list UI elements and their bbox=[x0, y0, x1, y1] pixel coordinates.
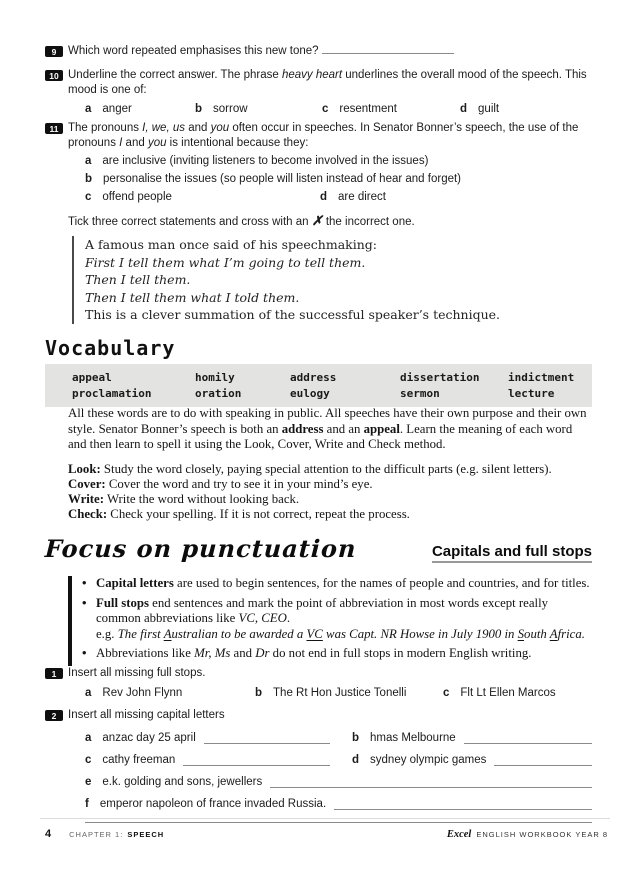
answer-line[interactable] bbox=[183, 765, 330, 766]
item-b[interactable]: b The Rt Hon Justice Tonelli bbox=[255, 687, 407, 699]
instruction-text: Tick three correct statements and cross with an ✗ the incorrect one. bbox=[68, 213, 415, 228]
question-number-badge: 1 bbox=[45, 668, 63, 679]
question-text: The pronouns I, we, us and you often occur in speeches. In Senator Bonner’s speech, the use of the pronouns I and you is intentional because they: bbox=[68, 122, 579, 149]
example-sentence: e.g. The first Australian to be awarded a VC was Capt. NR Howse in July 1900 in South Africa. bbox=[96, 626, 585, 641]
question-text: Underline the correct answer. The phrase heavy heart underlines the overall mood of the speech. This mood is one of: bbox=[68, 69, 587, 96]
page-footer bbox=[40, 818, 610, 840]
word-bank-word: proclamation bbox=[72, 387, 152, 400]
question-number-badge: 11 bbox=[45, 123, 63, 134]
bullet-icon: • bbox=[82, 595, 87, 610]
page-number: 4 bbox=[45, 828, 52, 840]
word-bank-word: lecture bbox=[508, 387, 555, 400]
option-b[interactable]: b personalise the issues (so people will listen instead of hear and forget) bbox=[85, 173, 462, 185]
answer-line[interactable] bbox=[270, 787, 592, 788]
question-11 bbox=[45, 121, 592, 230]
quote-line: Then I tell them. bbox=[85, 272, 191, 287]
rule-full-stops: • Full stops end sentences and mark the point of abbreviation in most words except really common abbreviations like VC, CEO. e.g. The first Australian to be awarded a VC was Capt. NR Howse in July 1900 in South Africa. bbox=[82, 595, 585, 641]
answer-line[interactable] bbox=[464, 743, 592, 744]
bullet-icon: • bbox=[82, 576, 87, 590]
vocabulary-paragraph: All these words are to do with speaking in public. All speeches have their own purpose and their own style. Senator Bonner’s speech is both an address and an appeal. Learn the meaning of each word and then learn to spell it using the Look, Cover, Write and Check method. bbox=[68, 406, 587, 451]
quote-line: First I tell them what I’m going to tell them. bbox=[85, 254, 366, 270]
item-b: b hmas Melbourne bbox=[352, 731, 592, 746]
exercise-2 bbox=[45, 708, 592, 823]
word-bank bbox=[45, 364, 592, 407]
method-line-check: Check: Check your spelling. If it is not correct, repeat the process. bbox=[68, 507, 410, 522]
item-a[interactable]: a Rev John Flynn bbox=[85, 687, 183, 699]
option-b[interactable]: b sorrow bbox=[195, 103, 248, 115]
option-c[interactable]: c offend people bbox=[85, 191, 172, 203]
item-c[interactable]: c Flt Lt Ellen Marcos bbox=[443, 687, 556, 699]
item-a: a anzac day 25 april bbox=[85, 731, 352, 746]
option-a[interactable]: a are inclusive (inviting listeners to become involved in the issues) bbox=[85, 155, 429, 167]
item-row bbox=[68, 731, 592, 746]
answer-line[interactable] bbox=[204, 743, 330, 744]
question-text: Insert all missing capital letters bbox=[68, 709, 225, 721]
capitals-full-stops-subheading: Capitals and full stops bbox=[432, 543, 592, 563]
question-text: Insert all missing full stops. bbox=[68, 667, 206, 679]
speechmaking-quote bbox=[72, 236, 592, 324]
item-c: c cathy freeman bbox=[85, 753, 352, 768]
word-bank-word: eulogy bbox=[290, 387, 330, 400]
method-line-write: Write: Write the word without looking back. bbox=[68, 492, 300, 507]
method-line-cover: Cover: Cover the word and try to see it in your mind’s eye. bbox=[68, 477, 373, 492]
item-d: d sydney olympic games bbox=[352, 753, 592, 768]
item-row bbox=[68, 753, 592, 768]
option-d[interactable]: d guilt bbox=[460, 103, 500, 115]
question-number-badge: 2 bbox=[45, 710, 63, 721]
answer-line[interactable] bbox=[334, 809, 592, 810]
quote-intro: A famous man once said of his speechmaking: bbox=[85, 237, 377, 252]
chapter-title: SPEECH bbox=[127, 830, 165, 839]
question-text: Which word repeated emphasises this new tone? bbox=[68, 45, 319, 57]
cross-icon: ✗ bbox=[311, 213, 323, 228]
word-bank-word: sermon bbox=[400, 387, 440, 400]
answer-line[interactable] bbox=[322, 44, 454, 54]
answer-line[interactable] bbox=[494, 765, 592, 766]
option-row bbox=[68, 686, 592, 701]
option-row bbox=[68, 102, 592, 117]
question-9 bbox=[45, 44, 592, 59]
brand-logo: Excel bbox=[446, 829, 472, 840]
rule-capital-letters: • Capital letters are used to begin sentences, for the names of people and countries, and for titles. bbox=[82, 576, 590, 590]
method-list bbox=[68, 462, 592, 522]
punctuation-rules bbox=[68, 576, 592, 666]
word-bank-word: dissertation bbox=[400, 371, 480, 384]
option-a[interactable]: a anger bbox=[85, 103, 132, 115]
method-line-look: Look: Study the word closely, paying special attention to the difficult parts (e.g. silent letters). bbox=[68, 462, 552, 476]
question-number-badge: 9 bbox=[45, 46, 63, 57]
item-e: e e.k. golding and sons, jewellers bbox=[68, 775, 592, 790]
vocabulary-heading: Vocabulary bbox=[45, 336, 176, 360]
option-row bbox=[68, 190, 592, 205]
word-bank-word: appeal bbox=[72, 371, 112, 384]
option-d[interactable]: d are direct bbox=[320, 191, 386, 203]
rule-abbreviations: • Abbreviations like Mr, Ms and Dr do not end in full stops in modern English writing. bbox=[82, 646, 532, 660]
quote-conclusion: This is a clever summation of the successful speaker’s technique. bbox=[85, 307, 501, 322]
word-bank-word: oration bbox=[195, 387, 242, 400]
word-bank-word: address bbox=[290, 371, 337, 384]
exercise-1 bbox=[45, 666, 592, 701]
question-10 bbox=[45, 68, 592, 117]
word-bank-word: homily bbox=[195, 371, 235, 384]
book-title: ENGLISH WORKBOOK YEAR 8 bbox=[476, 830, 608, 839]
item-f: f emperor napoleon of france invaded Russia. bbox=[68, 797, 592, 812]
chapter-label: CHAPTER 1: bbox=[69, 830, 124, 839]
quote-line: Then I tell them what I told them. bbox=[85, 289, 300, 305]
option-c[interactable]: c resentment bbox=[322, 103, 397, 115]
section-heading-row bbox=[45, 534, 592, 563]
focus-on-punctuation-heading: Focus on punctuation bbox=[44, 534, 358, 563]
word-bank-word: indictment bbox=[508, 371, 575, 384]
question-number-badge: 10 bbox=[45, 70, 63, 81]
bullet-icon: • bbox=[82, 646, 87, 660]
